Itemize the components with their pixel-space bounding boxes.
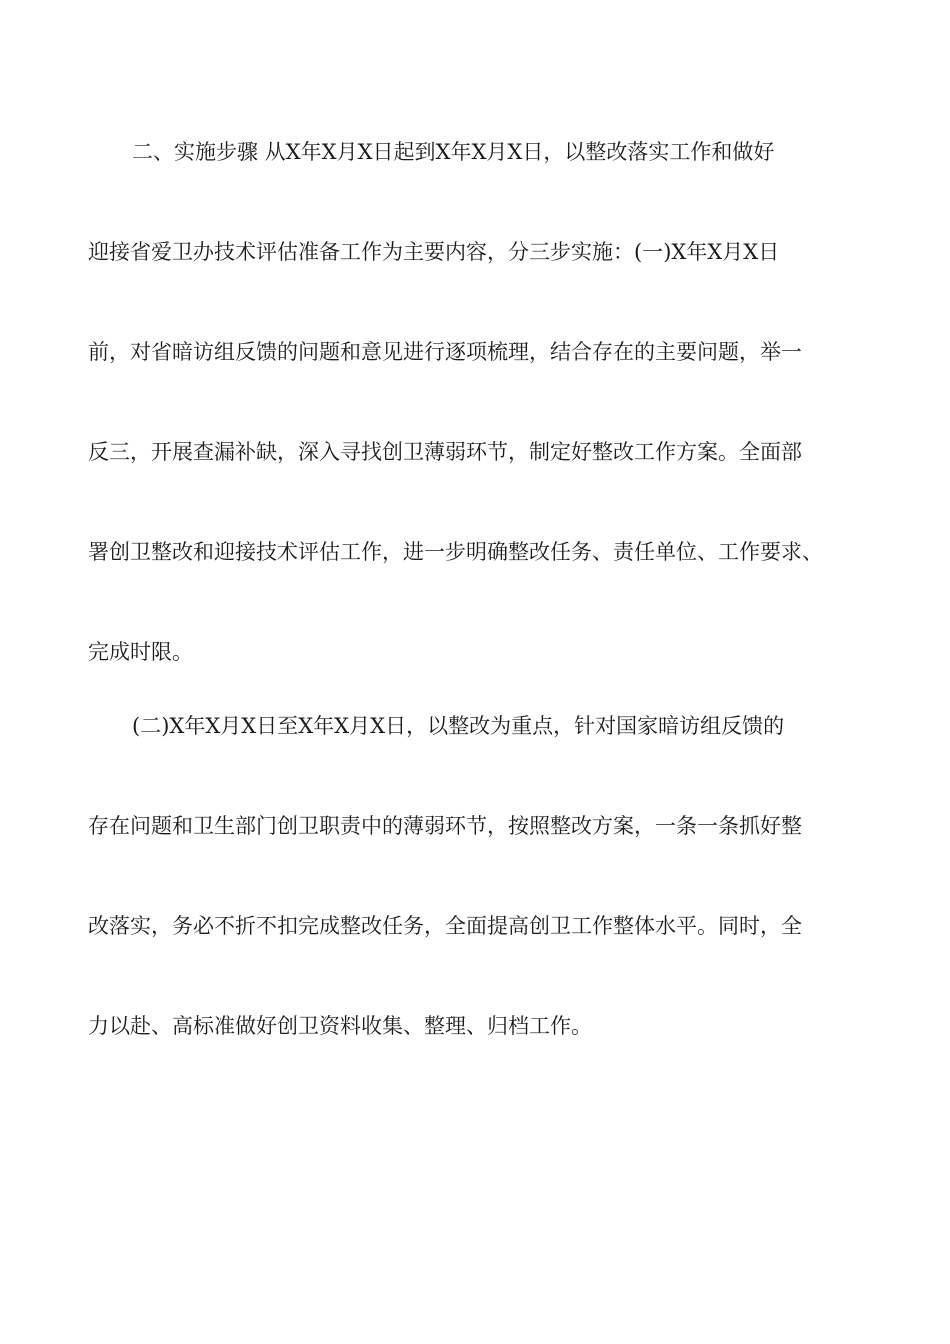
paragraph-line: 署创卫整改和迎接技术评估工作，进一步明确整改任务、责任单位、工作要求、 xyxy=(88,540,823,564)
paragraph-2 xyxy=(88,702,863,1050)
paragraph-line: 二、实施步骤 从X年X月X日起到X年X月X日，以整改落实工作和做好 xyxy=(132,140,775,164)
paragraph-line: 完成时限。 xyxy=(88,640,193,664)
paragraph-line: 存在问题和卫生部门创卫职责中的薄弱环节，按照整改方案，一条一条抓好整 xyxy=(88,814,802,838)
paragraph-1 xyxy=(88,128,863,676)
paragraph-line: 前，对省暗访组反馈的问题和意见进行逐项梳理，结合存在的主要问题，举一 xyxy=(88,340,802,364)
paragraph-line: 改落实，务必不折不扣完成整改任务，全面提高创卫工作整体水平。同时，全 xyxy=(88,914,802,938)
paragraph-line: 力以赴、高标准做好创卫资料收集、整理、归档工作。 xyxy=(88,1014,592,1038)
paragraph-line: 迎接省爱卫办技术评估准备工作为主要内容，分三步实施：(一)X年X月X日 xyxy=(88,240,780,264)
paragraph-line: 反三，开展查漏补缺，深入寻找创卫薄弱环节，制定好整改工作方案。全面部 xyxy=(88,440,802,464)
document-body xyxy=(88,128,863,1102)
paragraph-line: (二)X年X月X日至X年X月X日，以整改为重点，针对国家暗访组反馈的 xyxy=(132,714,785,738)
